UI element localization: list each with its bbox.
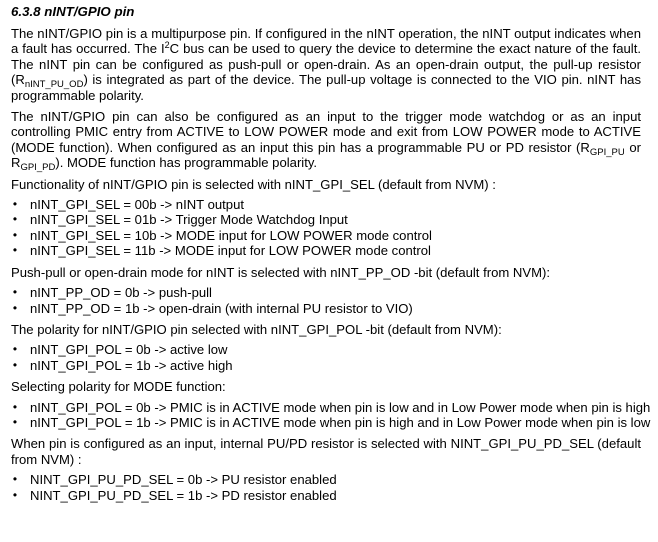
para2-text-2: or R [11, 139, 641, 171]
para1-text-3: ) is integrated as part of the device. The pull-up voltage is connected to the VIO pin. nINT has programmable polarity. [11, 72, 641, 103]
bullet-icon: • [12, 472, 18, 487]
mode-polarity-intro: Selecting polarity for MODE function: [11, 379, 226, 395]
list-item-text: nINT_GPI_SEL = 00b -> nINT output [30, 197, 244, 213]
list-item [11, 342, 641, 357]
bullet-icon: • [12, 357, 18, 372]
list-item-text: nINT_GPI_POL = 1b -> PMIC is in ACTIVE mode when pin is high and in Low Power mode when pin is low [30, 414, 651, 430]
intro-paragraph [11, 26, 641, 103]
functionality-intro: Functionality of nINT/GPIO pin is selected with nINT_GPI_SEL (default from NVM) : [11, 176, 496, 192]
list-item-text: nINT_GPI_POL = 0b -> active low [30, 342, 228, 358]
list-item [11, 197, 641, 212]
list-item [11, 228, 641, 243]
list-item-text: nINT_GPI_SEL = 11b -> MODE input for LOW POWER mode control [30, 243, 431, 259]
list-item-text: NINT_GPI_PU_PD_SEL = 1b -> PD resistor enabled [30, 487, 337, 503]
para2-text-3: ). MODE function has programmable polarity. [55, 155, 318, 171]
list-item-text: nINT_GPI_POL = 0b -> PMIC is in ACTIVE mode when pin is low and in Low Power mode when pin is high [30, 399, 651, 415]
list-item-text: nINT_PP_OD = 1b -> open-drain (with internal PU resistor to VIO) [30, 300, 413, 316]
list-item [11, 358, 641, 373]
resistor-subscript: nINT_PU_OD [24, 79, 84, 91]
input-paragraph [11, 109, 641, 174]
bullet-icon: • [12, 227, 18, 242]
pupd-intro: When pin is configured as an input, internal PU/PD resistor is selected with NINT_GPI_PU_PD_SEL (default from NVM) : [11, 436, 641, 467]
bullet-icon: • [12, 300, 18, 315]
list-item [11, 212, 641, 227]
list-item [11, 301, 641, 316]
list-item-text: nINT_GPI_SEL = 10b -> MODE input for LOW POWER mode control [30, 227, 432, 243]
i2c-superscript: 2 [164, 40, 170, 51]
pushpull-intro: Push-pull or open-drain mode for nINT is selected with nINT_PP_OD -bit (default from NVM): [11, 264, 550, 280]
list-item-text: nINT_GPI_POL = 1b -> active high [30, 357, 233, 373]
section-heading: 6.3.8 nINT/GPIO pin [11, 4, 135, 19]
polarity-intro: The polarity for nINT/GPIO pin selected with nINT_GPI_POL -bit (default from NVM): [11, 321, 502, 337]
bullet-icon: • [12, 399, 18, 414]
polarity-list [11, 342, 641, 373]
list-item-text: NINT_GPI_PU_PD_SEL = 0b -> PU resistor enabled [30, 472, 337, 488]
gpi-pu-subscript: GPI_PU [589, 146, 625, 158]
functionality-list [11, 197, 641, 259]
bullet-icon: • [12, 243, 18, 258]
list-item-text: nINT_PP_OD = 0b -> push-pull [30, 285, 212, 301]
list-item [11, 243, 641, 258]
list-item-text: nINT_GPI_SEL = 01b -> Trigger Mode Watchdog Input [30, 212, 348, 228]
list-item [11, 414, 651, 430]
para1-text-2: C bus can be used to query the device to determine the exact nature of the fault. The nINT pin can be configured as push-pull or open-drain. As an open-drain output, the pull-up resistor (R [11, 41, 641, 88]
list-item [11, 472, 641, 487]
bullet-icon: • [12, 342, 18, 357]
gpi-pd-subscript: GPI_PD [20, 162, 56, 174]
mode-polarity-list [11, 399, 651, 431]
bullet-icon: • [12, 414, 18, 429]
bullet-icon: • [12, 197, 18, 212]
para2-text-1: The nINT/GPIO pin can also be configured as an input to the trigger mode watchdog or as an input controlling PMIC entry from ACTIVE to LOW POWER mode and exit from LOW POWER mode to ACTIVE (MODE function). When configured as an input this pin has a programmable PU or PD resistor (R [11, 109, 641, 155]
pushpull-list [11, 285, 641, 316]
bullet-icon: • [12, 285, 18, 300]
list-item [11, 285, 641, 300]
bullet-icon: • [12, 487, 18, 502]
list-item [11, 399, 651, 415]
bullet-icon: • [12, 212, 18, 227]
list-item [11, 488, 641, 503]
para1-text-1: The nINT/GPIO pin is a multipurpose pin. If configured in the nINT operation, the nINT output indicates when a fault has occurred. The I [11, 26, 641, 57]
pupd-list [11, 472, 641, 503]
